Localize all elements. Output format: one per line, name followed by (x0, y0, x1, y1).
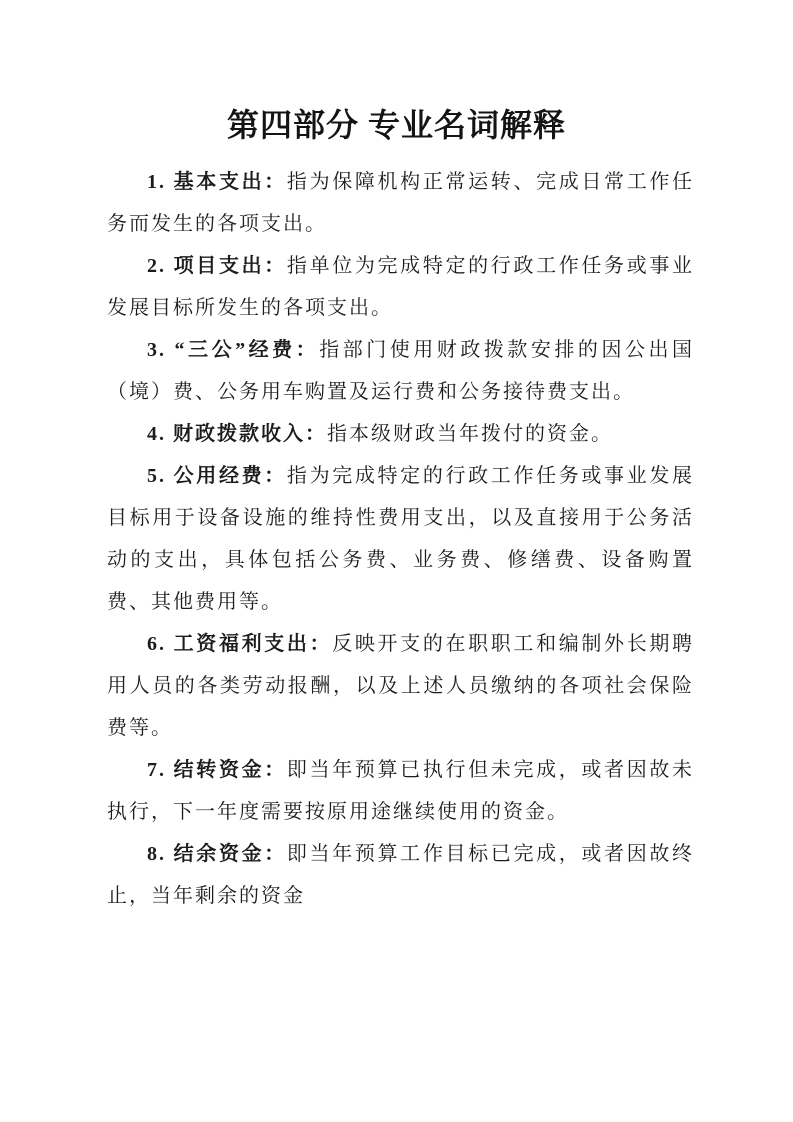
glossary-item (107, 623, 694, 749)
glossary-definition: 即当年预算已执行但未完成，或者因故未执行，下一年度需要按原用途继续使用的资金。 (107, 759, 695, 823)
page-title: 第四部分 专业名词解释 (226, 107, 566, 143)
glossary-term: 4. 财政拨款收入： (147, 423, 327, 445)
glossary-item (107, 329, 694, 413)
glossary-definition: 指本级财政当年拨付的资金。 (327, 423, 613, 445)
glossary-term: 5. 公用经费： (147, 465, 287, 487)
glossary-term: 2. 项目支出： (147, 255, 287, 277)
glossary-item (107, 749, 694, 833)
glossary-item (107, 833, 694, 917)
glossary-term: 1. 基本支出： (147, 171, 287, 193)
glossary-definition: 即当年预算工作目标已完成，或者因故终止，当年剩余的资金 (107, 843, 695, 907)
glossary-item (107, 413, 694, 455)
glossary-term: 7. 结转资金： (147, 759, 287, 781)
glossary-list (0, 161, 793, 917)
glossary-term: 3. “三公”经费： (147, 339, 320, 361)
glossary-definition: 指为保障机构正常运转、完成日常工作任务而发生的各项支出。 (107, 171, 695, 235)
glossary-item (107, 455, 694, 623)
glossary-definition: 反映开支的在职职工和编制外长期聘用人员的各类劳动报酬，以及上述人员缴纳的各项社会保险费等。 (107, 633, 695, 739)
glossary-term: 6. 工资福利支出： (147, 633, 333, 655)
glossary-item (107, 245, 694, 329)
glossary-term: 8. 结余资金： (147, 843, 287, 865)
glossary-definition: 指为完成特定的行政工作任务或事业发展目标用于设备设施的维持性费用支出，以及直接用于公务活动的支出，具体包括公务费、业务费、修缮费、设备购置费、其他费用等。 (107, 465, 695, 613)
glossary-item (107, 161, 694, 245)
glossary-definition: 指单位为完成特定的行政工作任务或事业发展目标所发生的各项支出。 (107, 255, 695, 319)
glossary-definition: 指部门使用财政拨款安排的因公出国（境）费、公务用车购置及运行费和公务接待费支出。 (107, 339, 695, 403)
